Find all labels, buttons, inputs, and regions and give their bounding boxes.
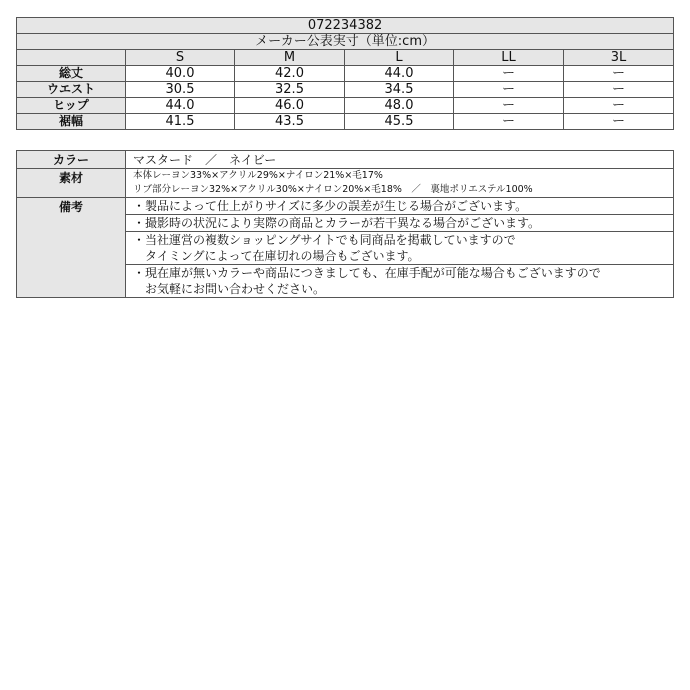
product-code: 072234382 xyxy=(17,18,674,34)
table-cell: 42.0 xyxy=(235,66,345,82)
note-line: ・製品によって仕上がりサイズに多少の誤差が生じる場合がございます。 xyxy=(133,199,528,213)
size-header-m: M xyxy=(235,50,345,66)
table-cell: 43.5 xyxy=(235,114,345,130)
size-header-l: L xyxy=(345,50,454,66)
table-cell: ー xyxy=(454,98,564,114)
table-cell: ー xyxy=(454,66,564,82)
table-cell: 30.5 xyxy=(126,82,235,98)
note-item xyxy=(126,198,674,215)
row-label: ウエスト xyxy=(17,82,126,98)
table-cell: ー xyxy=(564,82,674,98)
header-blank-cell xyxy=(17,50,126,66)
note-item xyxy=(126,265,674,298)
note-line: ・当社運営の複数ショッピングサイトでも同商品を掲載していますので xyxy=(133,233,516,247)
note-line: ・現在庫が無いカラーや商品につきましても、在庫手配が可能な場合もございますので xyxy=(133,266,601,280)
table-cell: 34.5 xyxy=(345,82,454,98)
table-cell: 46.0 xyxy=(235,98,345,114)
size-table-caption: メーカー公表実寸（単位:cm） xyxy=(17,34,674,50)
note-line: タイミングによって在庫切れの場合もございます。 xyxy=(133,249,420,263)
material-line: 本体レーヨン33%×アクリル29%×ナイロン21%×毛17% xyxy=(133,170,383,181)
table-row xyxy=(17,66,674,82)
table-cell: ー xyxy=(564,98,674,114)
size-header-s: S xyxy=(126,50,235,66)
table-row xyxy=(17,114,674,130)
note-line: お気軽にお問い合わせください。 xyxy=(133,282,326,296)
product-info-table xyxy=(16,150,674,298)
table-cell: 44.0 xyxy=(126,98,235,114)
table-cell: 48.0 xyxy=(345,98,454,114)
row-label: 総丈 xyxy=(17,66,126,82)
table-cell: ー xyxy=(564,66,674,82)
size-table xyxy=(16,17,674,130)
table-cell: 40.0 xyxy=(126,66,235,82)
table-row xyxy=(17,98,674,114)
table-cell: ー xyxy=(564,114,674,130)
material-value xyxy=(126,169,674,198)
row-label: 裾幅 xyxy=(17,114,126,130)
color-label: カラー xyxy=(17,151,126,169)
material-line: リブ部分レーヨン32%×アクリル30%×ナイロン20%×毛18% ／ 裏地ポリエステル100% xyxy=(133,184,533,195)
note-line: ・撮影時の状況により実際の商品とカラーが若干異なる場合がございます。 xyxy=(133,216,541,230)
color-value: マスタード ／ ネイビー xyxy=(126,151,674,169)
size-header-3l: 3L xyxy=(564,50,674,66)
table-cell: 44.0 xyxy=(345,66,454,82)
table-cell: 41.5 xyxy=(126,114,235,130)
size-header-ll: LL xyxy=(454,50,564,66)
notes-label: 備考 xyxy=(17,198,126,298)
table-cell: ー xyxy=(454,82,564,98)
table-row xyxy=(17,82,674,98)
table-cell: 45.5 xyxy=(345,114,454,130)
note-item xyxy=(126,232,674,265)
note-item xyxy=(126,215,674,232)
material-label: 素材 xyxy=(17,169,126,198)
row-label: ヒップ xyxy=(17,98,126,114)
table-cell: 32.5 xyxy=(235,82,345,98)
table-cell: ー xyxy=(454,114,564,130)
